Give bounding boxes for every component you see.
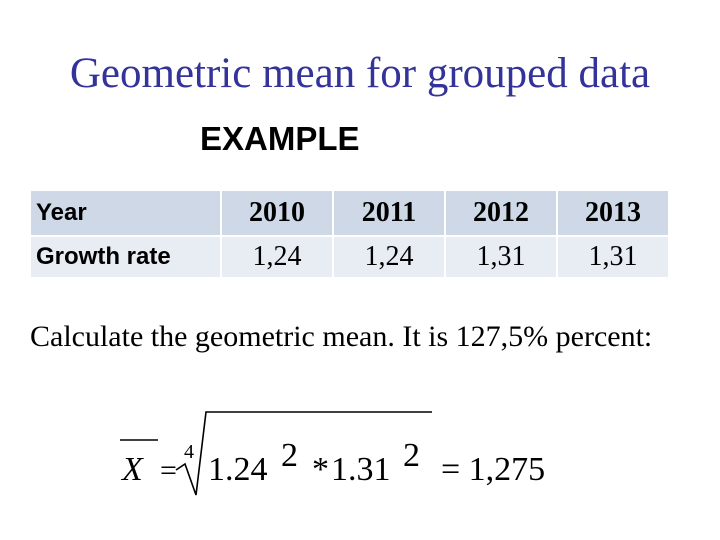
example-heading: EXAMPLE (200, 120, 360, 157)
formula-result: = 1,275 (441, 451, 546, 488)
problem-statement: Calculate the geometric mean. It is 127,5% percent: (30, 320, 653, 353)
growth-rate-cell: 1,31 (446, 237, 556, 277)
equals-sign: = (160, 454, 177, 487)
growth-rate-cell: 1,24 (222, 237, 332, 277)
growth-rate-table (29, 189, 670, 279)
row-header-growth-rate: Growth rate (31, 237, 220, 277)
table-row-year (31, 191, 668, 235)
table-row-growth-rate (31, 237, 668, 277)
x-bar-variable: X (122, 451, 143, 488)
row-header-year: Year (31, 191, 220, 235)
formula-svg (0, 400, 720, 510)
slide-title: Geometric mean for grouped data (69, 50, 651, 97)
multiply-operator: * (312, 451, 329, 488)
geometric-mean-formula (0, 400, 720, 510)
exponent-1: 2 (281, 437, 298, 474)
year-cell: 2011 (334, 191, 444, 235)
growth-rate-cell: 1,31 (558, 237, 668, 277)
root-index: 4 (184, 441, 194, 463)
factor-1: 1.24 (208, 451, 268, 488)
exponent-2: 2 (403, 437, 420, 474)
year-cell: 2010 (222, 191, 332, 235)
year-cell: 2012 (446, 191, 556, 235)
factor-2: 1.31 (331, 451, 391, 488)
year-cell: 2013 (558, 191, 668, 235)
growth-rate-cell: 1,24 (334, 237, 444, 277)
